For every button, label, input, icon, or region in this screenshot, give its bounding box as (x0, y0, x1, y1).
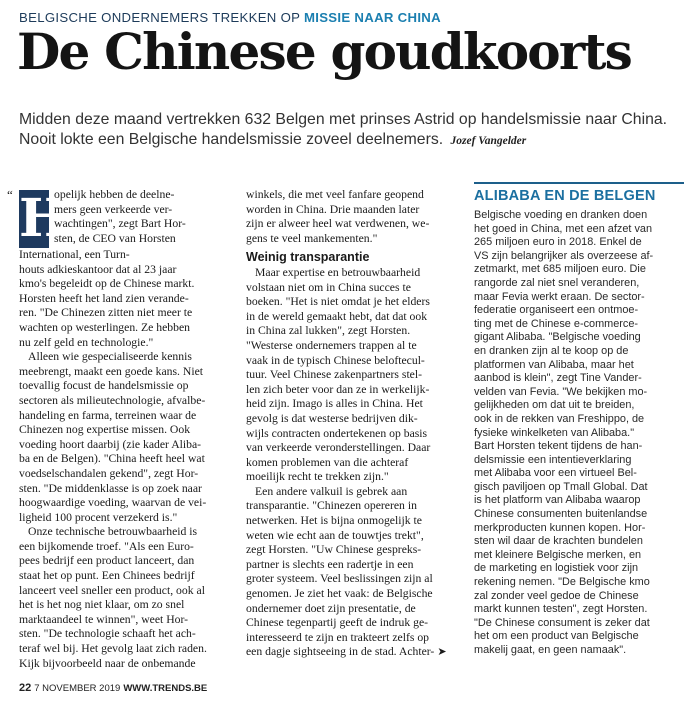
text-line: "De Chinese consument is zeker dat (474, 616, 650, 629)
deck-line: Nooit lokte een Belgische handelsmissie zoveel deelnemers. (19, 131, 444, 148)
text-line: handeling en farma, terreinen waar de (19, 408, 197, 422)
text-line: len zich beter voor dan ze in werkelijk- (246, 382, 430, 396)
text-line: fysieke winkelketen van Alibaba." (474, 426, 635, 439)
dropcap-letter: H (19, 188, 69, 249)
text-line: meebrengt, maakt een goede kans. Niet (19, 364, 204, 378)
article-column-2 (246, 188, 464, 660)
text-line: van verkeerde veronderstellingen. Daar (246, 441, 431, 455)
text-line: gisch paviljoen op Tmall Global. Dat (474, 480, 648, 493)
text-line: voeding hoort daarbij (zie kader Aliba- (19, 437, 202, 451)
issue-date: 7 NOVEMBER 2019 (34, 683, 121, 694)
deck-line: Midden deze maand vertrekken 632 Belgen met prinses Astrid op handelsmissie naar China. (19, 111, 668, 128)
text-line: toevallig focust de handelsmissie op (19, 379, 189, 393)
text-line: een bijkomende troef. "Als een Euro- (19, 539, 194, 553)
text-line: Kijk bijvoorbeeld naar de onbemande (19, 656, 196, 670)
text-line: Onze technische betrouwbaarheid is (28, 525, 198, 539)
column-2-text-bottom (246, 266, 464, 660)
text-line: Een andere valkuil is gebrek aan (255, 484, 408, 498)
text-line: Belgische voeding en dranken doen (474, 209, 648, 221)
text-line: Maar expertise en betrouwbaarheid (255, 265, 421, 279)
text-line: Horsten heeft het land zien verande- (19, 291, 189, 305)
text-line: Alleen wie gespecialiseerde kennis (28, 350, 192, 364)
text-line: partner is slechts een radertje in een (246, 557, 414, 571)
kicker-text: BELGISCHE ONDERNEMERS TREKKEN OP (19, 10, 304, 25)
text-line: worden in China. Drie maanden later (246, 202, 420, 216)
text-line: tuur. Veel Chinese zakenpartners stel- (246, 368, 423, 382)
text-line: zegt Horsten. "Uw Chinese gespreks- (246, 543, 422, 557)
text-line: sectoren als milieutechnologie, afvalbe- (19, 393, 206, 407)
text-line: komen problemen van die achteraf (246, 455, 409, 469)
text-line: met kleinere Belgische merken, en (474, 548, 642, 561)
text-line: netwerken. Het is bijna onmogelijk te (246, 514, 422, 528)
text-line: is het platform van Alibaba waarop (474, 494, 641, 507)
text-line: en dranken zijn al te koop op de (474, 344, 629, 357)
text-line: winkels, die met veel fanfare geopend (246, 188, 424, 201)
dropcap-lines (54, 188, 186, 248)
page-footer (19, 682, 207, 694)
text-line: volstaan niet om in China succes te (246, 280, 411, 294)
text-line: 265 miljoen euro in 2018. Enkel de (474, 236, 642, 249)
text-line: interesseerd te zijn en trakteert zelfs op (246, 630, 430, 644)
text-line: boeken. "Het is niet omdat je het elders (246, 295, 430, 309)
text-line: gelijkheden om dat uit te breiden, (474, 399, 635, 412)
text-line: ren. "De Chinezen zitten niet meer te (19, 306, 193, 320)
deck (19, 110, 684, 151)
text-line: platformen van Alibaba, maar het (474, 358, 634, 371)
text-line: gigant Alibaba. "Belgische voeding (474, 331, 641, 344)
continue-arrow-icon: ➤ (437, 645, 447, 659)
text-line: VS zijn belangrijker als overzeese af- (474, 249, 654, 262)
text-line: houts adkieskantoor dat al 23 jaar (19, 262, 177, 276)
text-line: gevolg is dat westerse bedrijven dik- (246, 411, 418, 425)
text-line: een dagje sightseeing in de stad. Achter- ➤ (246, 645, 447, 659)
kicker-highlight: MISSIE NAAR CHINA (303, 10, 441, 25)
text-line: Chinese tegenpartij geeft de indruk ge- (246, 616, 429, 630)
text-line: wijls contracten ondertekenen op basis (246, 426, 428, 440)
text-line: Chinese consumenten buitenlandse (474, 508, 648, 521)
author-byline: Jozef Vangelder (450, 135, 527, 147)
text-line: met Alibaba voor een virtueel Bel- (474, 467, 637, 480)
text-line: velden van Fevia. "We bekijken mo- (474, 385, 648, 398)
text-line: maar Fevia werkt eraan. De sector- (474, 290, 645, 303)
text-line: het is het nog niet klaar, om zo snel (19, 598, 185, 612)
text-line: wachtingen", zegt Bart Hor- (54, 217, 186, 231)
text-line: het goed in China, met een afzet van (474, 222, 652, 235)
text-line: International, een Turn- (19, 248, 130, 261)
text-line: zetmarkt, met 685 miljoen euro. Die (474, 263, 646, 276)
text-line: gens te veel mankementen." (246, 231, 378, 245)
text-line: kmo's begeleidt op de Chinese markt. (19, 277, 195, 291)
text-line: ting met de Chinese e-commerce- (474, 317, 639, 330)
opening-quote-mark: “ (7, 187, 13, 202)
sidebar-body (474, 209, 684, 658)
text-line: groter systeem. Veel beslissingen zijn al (246, 572, 433, 586)
text-line: rekening nemen. "De Belgische kmo (474, 576, 650, 589)
text-line: opelijk hebben de deelne- (54, 188, 175, 201)
text-line: marktaandeel te winnen", weet Hor- (19, 612, 189, 626)
text-line: ook in de rekken van Freshippo, de (474, 412, 645, 425)
text-line: moeilijk recht te trekken zijn." (246, 470, 389, 484)
text-line: mers geen verkeerde ver- (54, 202, 173, 216)
sidebar-title: ALIBABA EN DE BELGEN (474, 188, 656, 204)
text-line: genomen. Je ziet het vaak: de Belgische (246, 587, 433, 601)
text-line: sten. "De middenklasse is op zoek naar (19, 481, 202, 495)
text-line: ligheid 100 procent verzekerd is." (19, 510, 178, 524)
headline: De Chinese goudkoorts (17, 22, 632, 81)
text-line: Bart Horsten tekent tijdens de han- (474, 440, 643, 453)
text-line: aanbod is klein", zegt Tine Vander- (474, 372, 642, 385)
text-line: Chinezen nog expertise missen. Ook (19, 423, 191, 437)
text-line: de marketing en logistiek voor zijn (474, 562, 639, 575)
text-line: lanceert veel sneller een product, ook al (19, 583, 205, 597)
text-line: vaak in de typisch Chinese beloftecul- (246, 353, 425, 367)
sidebar-box (474, 182, 684, 658)
text-line: in de wereld gemaakt hebt, dat dat ook (246, 309, 428, 323)
text-line: sten. "De technologie schaaft het ach- (19, 627, 196, 641)
column-1-text (19, 248, 234, 671)
text-line: markt kunnen testen", zegt Horsten. (474, 603, 648, 616)
text-line: ba en de Belgen). "China heeft heel wat (19, 452, 205, 466)
text-line: heid zijn. Imago is alles in China. Het (246, 397, 423, 411)
text-line: sten wil daar de krachten bundelen (474, 535, 643, 548)
text-line: rangorde zal niet snel veranderen, (474, 276, 640, 289)
text-line: zal zonder veel gedoe de Chinese (474, 589, 639, 602)
sidebar-rule (474, 182, 684, 184)
text-line: wachten op westerlingen. Ze hebben (19, 320, 191, 334)
text-line: hoogwaardige voeding, waarvan de vei- (19, 496, 207, 510)
text-line: sten, de CEO van Horsten (54, 231, 176, 245)
text-line: ondernemer doet zijn presentatie, de (246, 601, 416, 615)
text-line: staat het op punt. Een Chinees bedrijf (19, 569, 195, 583)
text-line: zijn er alweer heel wat verdwenen, we- (246, 217, 430, 231)
text-line: teraf wel bij. Het gevolg laat zich raden. (19, 642, 207, 656)
text-line: in China zal lukken", zegt Horsten. (246, 324, 411, 338)
text-line: merkproducten kunnen kopen. Hor- (474, 521, 646, 534)
dropcap-paragraph (19, 188, 234, 248)
page-number: 22 (19, 682, 32, 694)
text-line: makelij gaat, en geen namaak". (474, 644, 627, 656)
article-column-1 (7, 187, 234, 671)
text-line: pees bedrijf een product lanceert, dan (19, 554, 195, 568)
subheading: Weinig transparantie (246, 250, 370, 265)
text-line: "Westerse ondernemers trappen al te (246, 338, 417, 352)
text-line: weten wie echt aan de touwtjes trekt", (246, 528, 424, 542)
text-line: het om een product van Belgische (474, 630, 639, 643)
text-line: delsmissie een intentieverklaring (474, 453, 632, 466)
text-line: nu zelf geld en technologie." (19, 335, 154, 349)
text-line: federatie organiseert een ontmoe- (474, 304, 639, 317)
text-line: voedselschandalen gekend", zegt Hor- (19, 466, 199, 480)
website: WWW.TRENDS.BE (123, 683, 208, 694)
column-2-text-top (246, 188, 464, 246)
text-line: transparantie. "Chinezen opereren in (246, 499, 417, 513)
